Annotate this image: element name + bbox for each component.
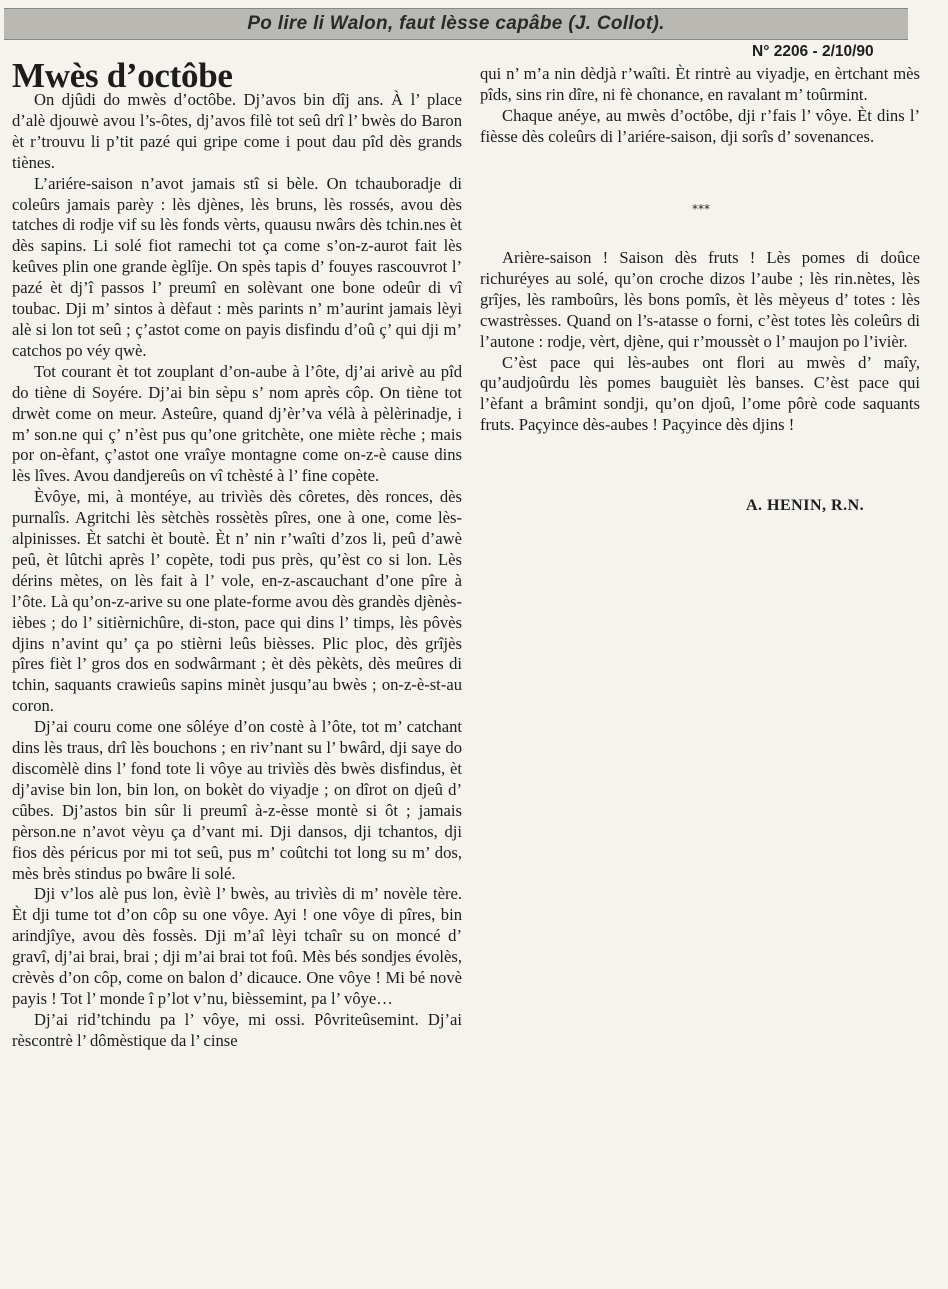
issue-number-date: N° 2206 - 2/10/90 xyxy=(752,43,874,60)
article-paragraph: Dj’ai rid’tchindu pa l’ vôye, mi ossi. Pôvriteûsemint. Dj’ai rèscontrè l’ dômèstique da l’ cinse xyxy=(12,1009,462,1050)
article-paragraph: Chaque anéye, au mwès d’octôbe, dji r’fais l’ vôye. Èt dins l’ fièsse dès coleûrs di l’ariére-saison, dji sorîs d’ sovenances. xyxy=(480,105,920,146)
article-paragraph: Èvôye, mi, à montéye, au trivìès dès côretes, dès ronces, dès purnalîs. Agritchi lès sètchès rossètès pîres, one à one, come lès-alpinisses. Èt satchi èt boutè. Èt n’ nin r’waîti d’zos li, peû d’awè peû, èt lûtchi après l’ copète, todi pus près, qu’èst co si lon. Lès dérins mètes, on lès fait à l’ vole, en-z-ascauchant d’one pîre à l’ôte. Là qu’on-z-arive su one plate-forme avou dès grandès djènès-ièbes ; do l’ sitièrnichûre, di-ston, pace qui dins l’ timps, lès pôvès djins n’avint qu’ ça po stièrni leûs bièsses. Plic ploc, dès grîjès pîres fièt l’ gros dos en sodwârmant ; èt dès pèkèts, dès meûres di tchin, saquants crawieûs sapins minèt jusqu’au bwès ; on-z-è-st-au coron. xyxy=(12,487,462,716)
column-banner: Po lire li Walon, faut lèsse capâbe (J. Collot). xyxy=(4,8,908,40)
article-paragraph: Dji v’los alè pus lon, èvìè l’ bwès, au trivìès di m’ novèle tère. Èt dji tume tot d’on côp su one vôye. Ayi ! one vôye di pîres, bin arindjîye, avou dès fossès. Dji m’aî lèyi tchaîr su on moncé d’ gravî, dj’ai brai, brai ; dji m’ai brai tot foû. Mès bés sondjes évolès, crèvès d’on côp, come on balon d’ dicauce. One vôye ! Mi bé novè payis ! Tot l’ monde î p’lot v’nu, bièssemint, pa l’ vôye… xyxy=(12,884,462,1008)
article-paragraph: Arière-saison ! Saison dès fruts ! Lès pomes di doûce richuréyes au solé, qu’on croche dizos l’aube ; lès rin.nètes, lès grîjes, lès ramboûrs, lès bons pomîs, èt lès mèyeus d’ totes : lès cwastrèsses. Quand on l’s-atasse o forni, c’èst totes lès coleûrs di l’autone : rodje, vèrt, djène, qui r’moussèt o l’ maujon po l’ivièr. xyxy=(480,248,920,351)
author-signature: A. HENIN, R.N. xyxy=(746,497,865,514)
article-paragraph: On djûdi do mwès d’octôbe. Dj’avos bin dîj ans. À l’ place d’alè djouwè avou l’s-ôtes, dj’avos filè tot seû drî l’ bwès do Baron èt r’trouvu li p’tit pazé qui gripe come i pout dau pîd dès grands tiènes. xyxy=(12,90,462,172)
article-title: Mwès d’octôbe xyxy=(12,56,233,95)
article-right-column-bottom xyxy=(480,248,920,436)
article-paragraph: qui n’ m’a nin dèdjà r’waîti. Èt rintrè au viyadje, en èrtchant mès pîds, sins rin dîre, ni fè chonance, en ravalant m’ toûrmint. xyxy=(480,64,920,104)
article-paragraph: L’ariére-saison n’avot jamais stî si bèle. On tchauboradje di coleûrs jamais parèy : lès djènes, lès bruns, lès rossés, avou dès tatches di rodje vif su lès fonds vèrts, quausu nwârs dès tchin.nes èt dès sapins. Li solé fiot ramechi tot ça come s’on-z-aurot fait lès keûves plin one grande èglîje. On spès tapis d’ fouyes rascouvrot l’ pazé èt dj’î passos l’ preumî en solèvant one bone odeûr di vî toubac. Dji m’ sintos à dèfaut : mès parints n’ m’aurint jamais lèyi alè si lon tot seû ; ç’astot come on payis disfindu d’oû ç’ qui dji m’ catchos po véy qwè. xyxy=(12,173,462,360)
article-left-column xyxy=(12,90,462,1052)
article-right-column-top xyxy=(480,64,920,148)
article-paragraph: C’èst pace qui lès-aubes ont flori au mwès d’ maîy, qu’audjoûrdu lès pomes bauguièt lès banses. C’èst pace qui l’èfant a brâmint sondji, qu’on djoû, l’ome pôrè code saquants fruts. Paçyince dès-aubes ! Paçyince dès djins ! xyxy=(480,352,920,435)
article-paragraph: Dj’ai couru come one sôléye d’on costè à l’ôte, tot m’ catchant dins lès traus, drî lès bouchons ; en riv’nant su l’ bwârd, dji saye do discomèlè dins l’ fond tote li vôye au trivìès dès bwès disfindus, èt dj’avise bin lon, bin lon, on bokèt do viyadje ; on dîrot on djeû d’ cûbes. Dj’astos bin sûr li preumî à-z-èsse montè si ôt ; jamais pèrson.ne n’avot vèyu ça d’vant mi. Dji dansos, dji tchantos, dji fios dès péricus por mi tot seû, pus m’ coûtchi tot long su m’ dos, mès brès stindus po bwâre li solé. xyxy=(12,717,462,883)
section-separator xyxy=(686,202,716,216)
separator-asterisks: *** xyxy=(692,202,710,216)
article-paragraph: Tot courant èt tot zouplant d’on-aube à l’ôte, dj’ai arivè au pîd do tiène di Soyére. Dj’ai bin sèpu s’ nom après côp. On tiène tot drwèt come on meur. Asteûre, quand dj’èr’va vélà à pèlèrinadje, i m’ son.ne qui ç’ n’èst pus qu’one gritchète, one miète rèche ; mais por on-èfant, ç’astot one vraîye montagne come on-z-è cause dins lès lîves. Avou dandjereûs on vî tchèsté à l’ fine copète. xyxy=(12,361,462,486)
